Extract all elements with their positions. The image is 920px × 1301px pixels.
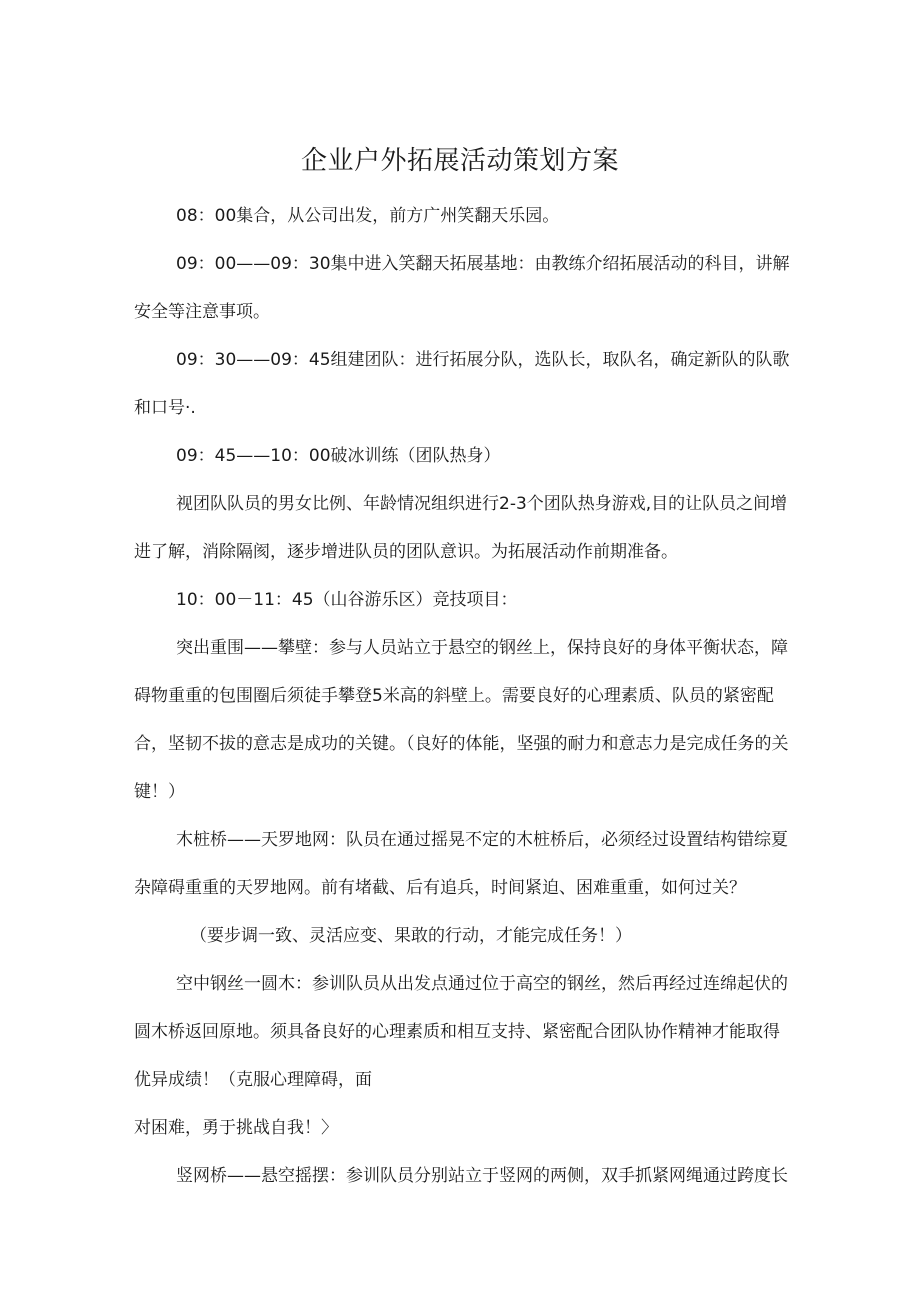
paragraph-wooden-bridge-note: （要步调一致、灵活应变、果敢的行动，才能完成任务！） [190,926,632,946]
paragraph-net-bridge: 竖网桥——悬空摇摆：参训队员分别站立于竖网的两侧，双手抓紧网绳通过跨度长 [176,1166,788,1186]
paragraph-icebreaker-heading: 09：45——10：00破冰训练（团队热身） [176,446,501,466]
paragraph-icebreaker-desc: 视团队队员的男女比例、年龄情况组织进行2-3个团队热身游戏,目的让队员之间增进了解，消除隔阂，逐步增进队员的团队意识。为拓展活动作前期准备。 [134,494,788,562]
paragraph-wooden-bridge: 木桩桥——天罗地网：队员在通过摇晃不定的木桩桥后，必须经过设置结构错综夏杂障碍重重的天罗地网。前有堵截、后有追兵，时间紧迫、困难重重，如何过关？ [134,830,788,898]
paragraph-high-wire: 空中钢丝一圆木：参训队员从出发点通过位于高空的钢丝，然后再经过连绵起伏的圆木桥返回原地。须具备良好的心理素质和相互支持、紧密配合团队协作精神才能取得优异成绩！（克服心理障碍，面 [134,974,788,1090]
paragraph-climbing-wall: 突出重围——攀壁：参与人员站立于悬空的钢丝上，保持良好的身体平衡状态，障碍物重重的包围圈后须徒手攀登5米高的斜壁上。需要良好的心理素质、队员的紧密配合，坚韧不拔的意志是成功的关键。（良好的体能，坚强的耐力和意志力是完成任务的关键！） [134,638,789,802]
paragraph-team-building: 09：30——09：45组建团队：进行拓展分队，选队长，取队名，确定新队的队歌和口号·. [134,350,790,418]
document-title: 企业户外拓展活动策划方案 [300,146,619,176]
paragraph-competition-heading: 10：00－11：45（山谷游乐区）竞技项目： [176,590,518,610]
paragraph-arrival: 09：00——09：30集中进入笑翻天拓展基地：由教练介绍拓展活动的科目，讲解安全等注意事项。 [134,254,790,322]
paragraph-assembly: 08：00集合，从公司出发，前方广州笑翻天乐园。 [176,206,560,226]
paragraph-high-wire-note: 对困难，勇于挑战自我！〉 [134,1118,338,1138]
